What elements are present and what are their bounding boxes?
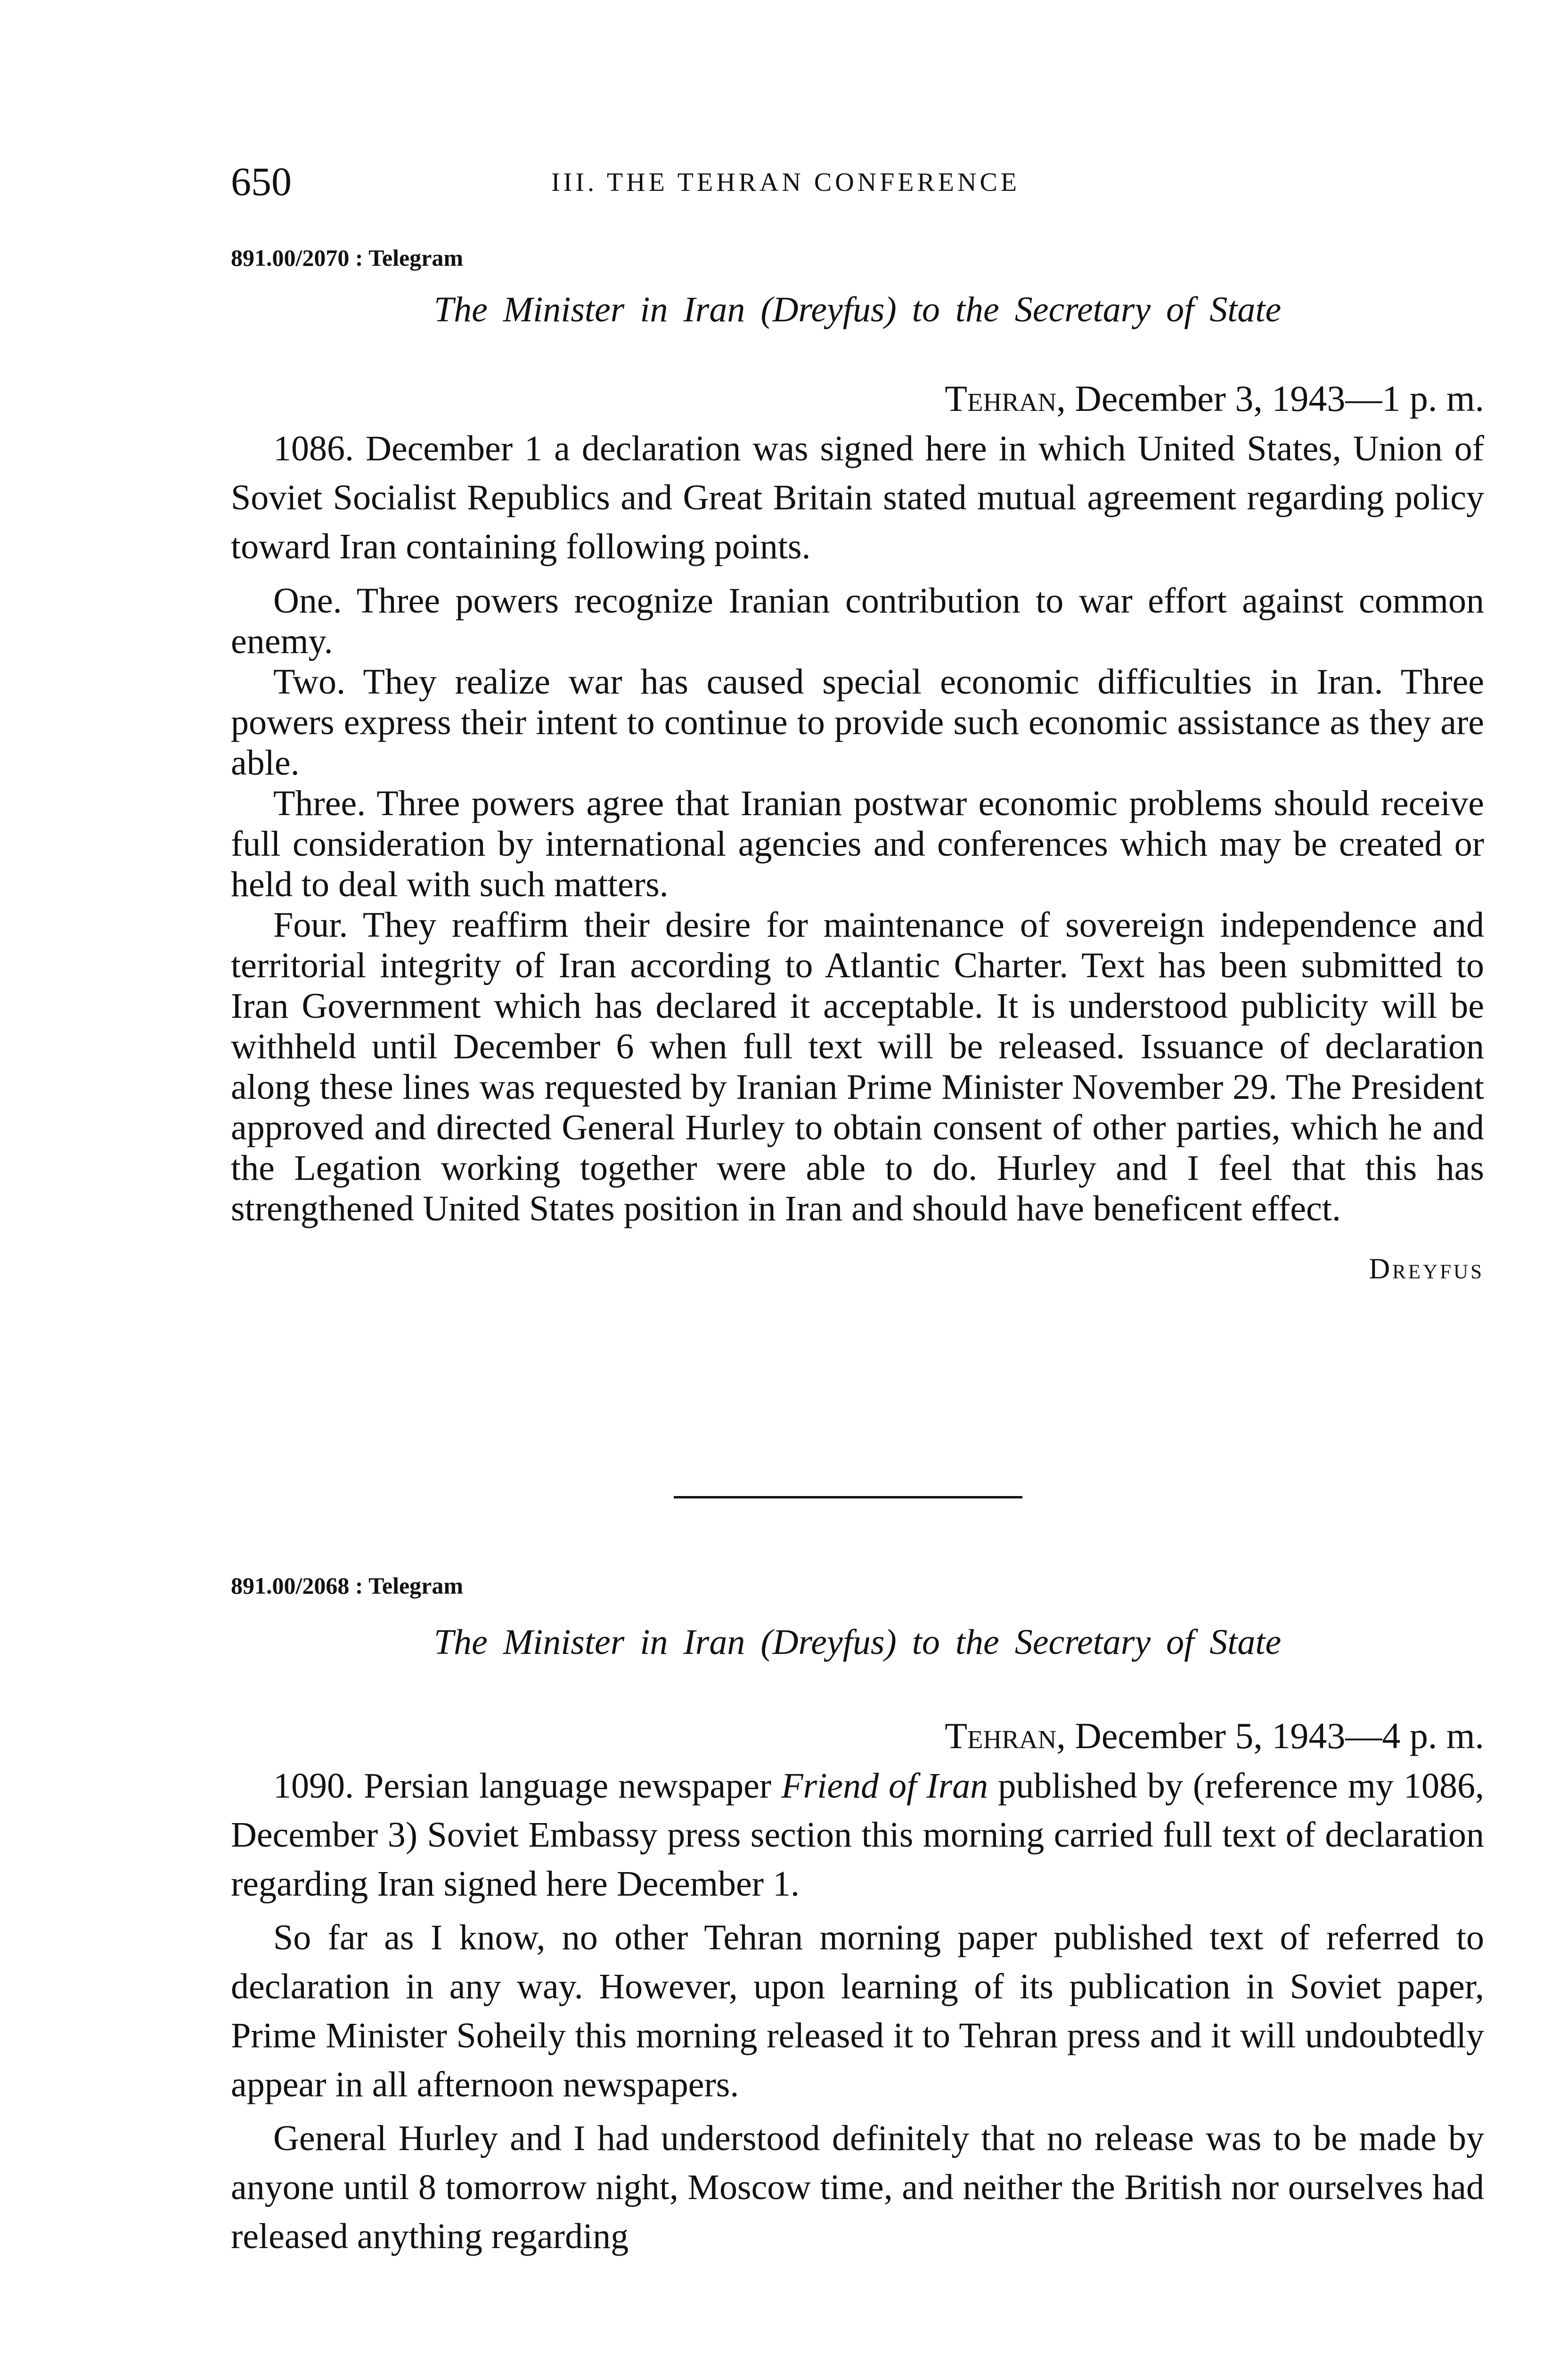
- paragraph-1-start: 1090. Persian language newspaper: [273, 1766, 782, 1806]
- dateline: [231, 1710, 1484, 1761]
- newspaper-title: Friend of Iran: [781, 1766, 988, 1806]
- point-two: Two. They realize war has caused special economic difficulties in Iran. Three powers express their intent to continue to provide such economic assistance as they are able.: [231, 662, 1484, 783]
- dateline-date: December 5, 1943—4 p. m.: [1065, 1715, 1484, 1756]
- telegram-1090: [231, 1569, 1484, 2261]
- telegram-1086: [231, 241, 1484, 1295]
- section-divider: [674, 1496, 1022, 1498]
- running-head: III. THE TEHRAN CONFERENCE: [551, 168, 1021, 197]
- document-title: The Minister in Iran (Dreyfus) to the Secretary of State: [433, 290, 1282, 329]
- paragraph-3: General Hurley and I had understood definitely that no release was to be made by anyone until 8 tomorrow night, Moscow time, and neither the British nor ourselves had released anything regarding: [231, 2119, 1484, 2256]
- file-reference: 891.00/2068 : Telegram: [231, 1572, 464, 1599]
- paragraph-1-end: published by (reference my 1086, December 3) Soviet Embassy press section this morning carried full text of declaration regarding Iran signed here December 1.: [231, 1766, 1484, 1904]
- dateline-place: Tehran,: [945, 378, 1066, 419]
- page-number: 650: [231, 159, 292, 204]
- intro-paragraph: 1086. December 1 a declaration was signed here in which United States, Union of Soviet Socialist Republics and Great Britain stated mutual agreement regarding policy toward Iran containing following points.: [231, 429, 1484, 566]
- dateline-date: December 3, 1943—1 p. m.: [1065, 378, 1484, 419]
- point-four: Four. They reaffirm their desire for maintenance of sovereign independence and territorial integrity of Iran according to Atlantic Charter. Text has been submitted to Iran Government which has declared it acceptable. It is understood publicity will be withheld until December 6 when full text will be released. Issuance of declaration along these lines was requested by Iranian Prime Minister November 29. The President approved and directed General Hurley to obtain consent of other parties, which he and the Legation working together were able to do. Hurley and I feel that this has strengthened United States position in Iran and should have beneficent effect.: [231, 905, 1484, 1228]
- dateline: [231, 373, 1484, 424]
- point-one: One. Three powers recognize Iranian contribution to war effort against common enemy.: [231, 581, 1484, 661]
- point-three: Three. Three powers agree that Iranian postwar economic problems should receive full consideration by international agencies and conferences which may be created or held to deal with such matters.: [231, 784, 1484, 904]
- document-title: The Minister in Iran (Dreyfus) to the Secretary of State: [433, 1622, 1282, 1662]
- paragraph-2: So far as I know, no other Tehran morning paper published text of referred to declaration in any way. However, upon learning of its publication in Soviet paper, Prime Minister Soheily this morning released it to Tehran press and it will undoubtedly appear in all afternoon newspapers.: [231, 1918, 1484, 2104]
- signature: Dreyfus: [1369, 1253, 1484, 1285]
- dateline-place: Tehran,: [945, 1715, 1066, 1756]
- file-reference: 891.00/2070 : Telegram: [231, 245, 464, 271]
- page-header: [231, 155, 1484, 207]
- paragraph-1: [231, 1761, 1484, 1908]
